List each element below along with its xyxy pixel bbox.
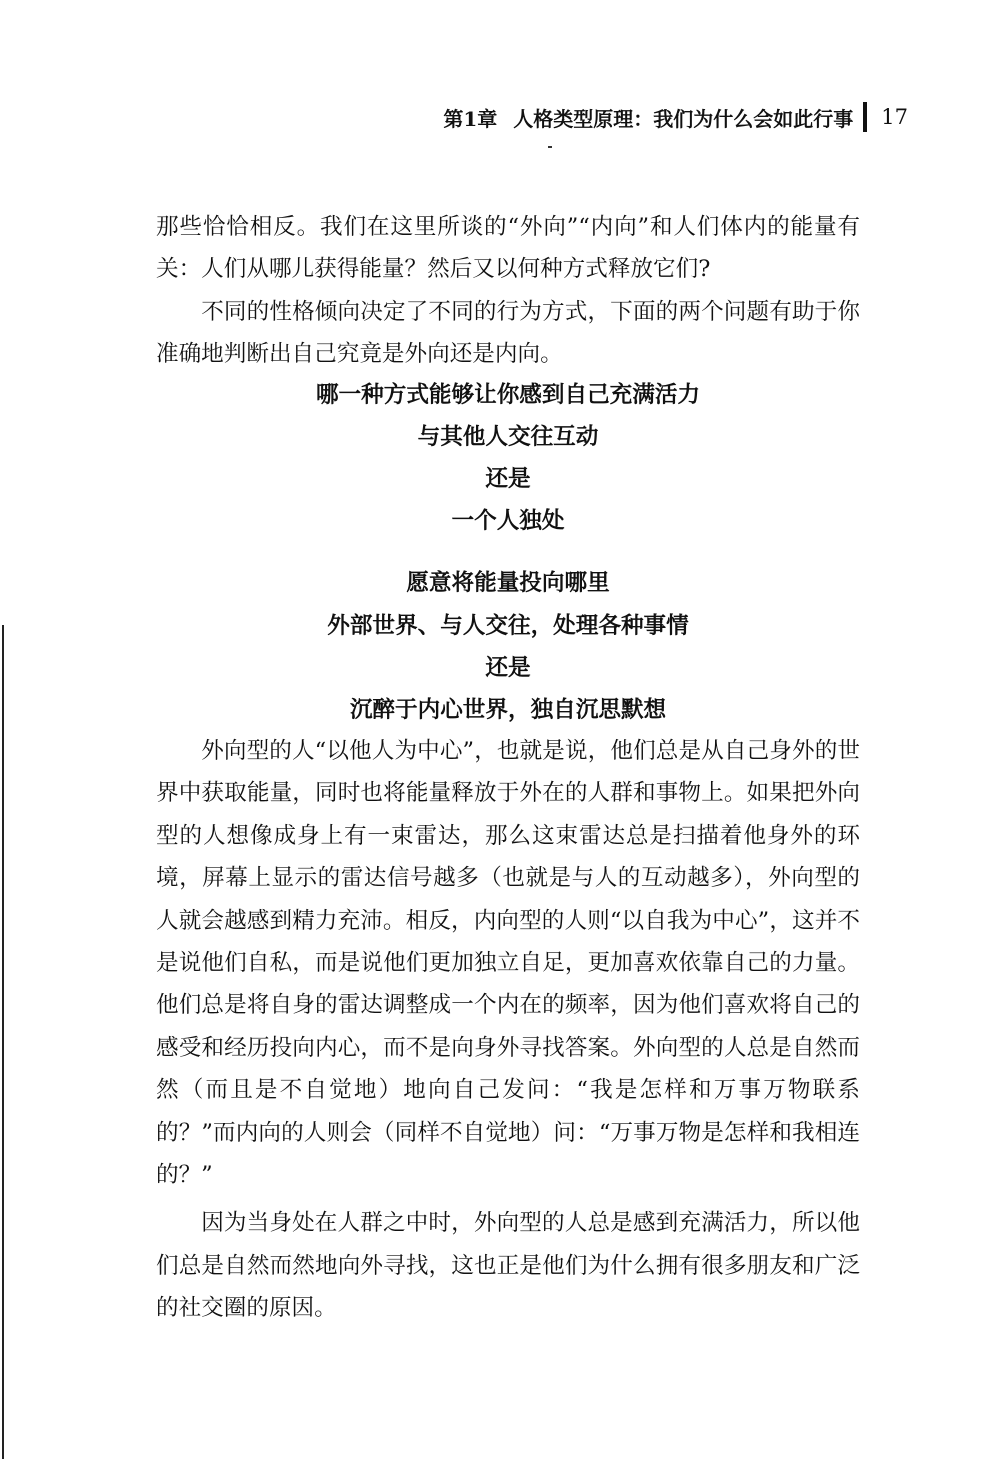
intro-text: [156, 206, 860, 376]
page-number: 17: [881, 105, 908, 129]
question-2-option-b: 沉醉于内心世界，独自沉思默想: [349, 697, 667, 723]
header-rule: [863, 102, 867, 132]
question-1-option-a: 与其他人交往互动: [417, 424, 599, 450]
question-2-connector: 还是: [485, 655, 531, 681]
chapter-title: 人格类型原理：我们为什么会如此行事: [513, 106, 854, 131]
main-text: [156, 730, 860, 1330]
running-header: [443, 100, 908, 134]
question-2-option-a: 外部世界、与人交往，处理各种事情: [327, 613, 689, 639]
question-2-title: 愿意将能量投向哪里: [406, 570, 610, 596]
question-1-option-b: 一个人独处: [451, 508, 565, 534]
question-1-connector: 还是: [485, 466, 531, 492]
header-dot: [548, 146, 552, 148]
paragraph-4: 因为当身处在人群之中时，外向型的人总是感到充满活力，所以他们总是自然而然地向外寻找，这也正是他们为什么拥有很多朋友和广泛的社交圈的原因。: [156, 1210, 860, 1322]
paragraph-3: 外向型的人“以他人为中心”，也就是说，他们总是从自己身外的世界中获取能量，同时也将能量释放于外在的人群和事物上。如果把外向型的人想像成身上有一束雷达，那么这束雷达总是扫描着他身外的环境，屏幕上显示的雷达信号越多（也就是与人的互动越多），外向型的人就会越感到精力充沛。相反，内向型的人则“以自我为中心”，这并不是说他们自私，而是说他们更加独立自足，更加喜欢依靠自己的力量。他们总是将自身的雷达调整成一个内在的频率，因为他们喜欢将自己的感受和经历投向内心，而不是向身外寻找答案。外向型的人总是自然而然（而且是不自觉地）地向自己发问：“我是怎样和万事万物联系的？”而内向的人则会（同样不自觉地）问：“万事万物是怎样和我相连的？”: [156, 738, 860, 1189]
paragraph-2: 不同的性格倾向决定了不同的行为方式，下面的两个问题有助于你准确地判断出自己究竟是外向还是内向。: [156, 298, 860, 368]
chapter-number: 第1章: [443, 106, 498, 131]
paragraph-1: 那些恰恰相反。我们在这里所谈的“外向”“内向”和人们体内的能量有关：人们从哪儿获得能量？然后又以何种方式释放它们?: [156, 214, 860, 283]
question-1-title: 哪一种方式能够让你感到自己充满活力: [315, 382, 701, 408]
page-edge-line: [2, 625, 4, 1459]
